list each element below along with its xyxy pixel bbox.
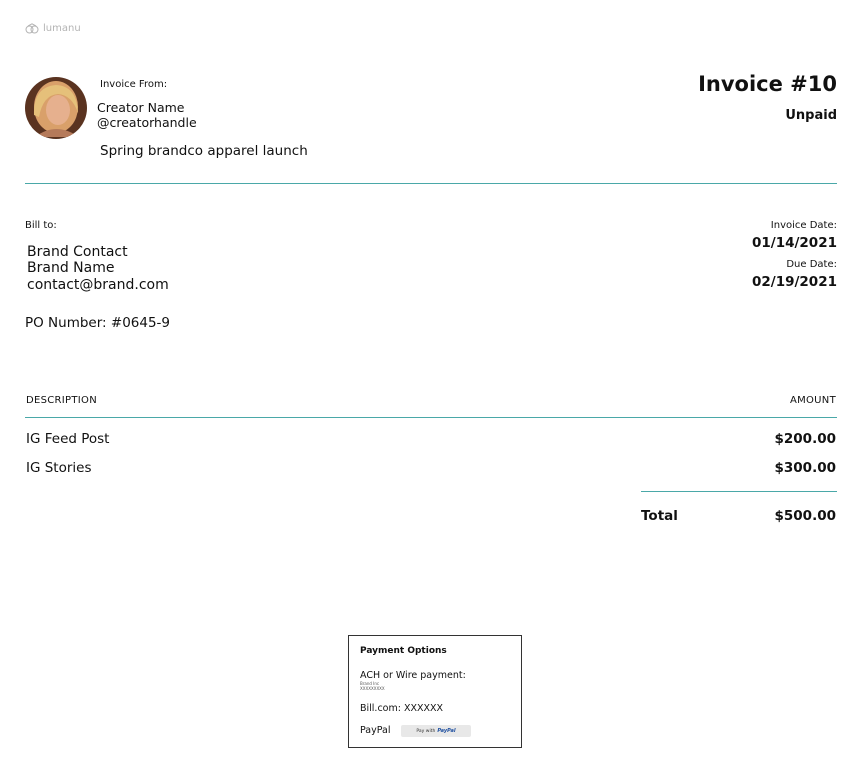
po-number: PO Number: #0645-9 — [25, 315, 171, 331]
bill-to-email: contact@brand.com — [27, 277, 169, 293]
bill-to-name: Brand Name — [27, 260, 115, 276]
payment-options-box — [348, 635, 522, 748]
avatar-image — [25, 77, 87, 139]
total-divider — [641, 491, 837, 492]
project-name: Spring brandco apparel launch — [100, 143, 308, 159]
bill-to-label: Bill to: — [25, 220, 57, 231]
invoice-date-label: Invoice Date: — [770, 220, 837, 231]
creator-handle: @creatorhandle — [97, 115, 197, 130]
table-header-divider — [25, 417, 837, 418]
invoice-status: Unpaid — [785, 108, 837, 123]
brand-logo — [25, 23, 81, 34]
header-divider — [25, 183, 837, 184]
paypal-icon: PayPal — [437, 728, 456, 734]
line-item-description: IG Stories — [26, 460, 92, 476]
line-item-amount: $200.00 — [774, 431, 836, 447]
line-item-description: IG Feed Post — [26, 431, 110, 447]
column-header-description: DESCRIPTION — [26, 395, 97, 406]
creator-name: Creator Name — [97, 100, 185, 115]
bill-to-contact: Brand Contact — [27, 244, 128, 260]
paypal-button[interactable] — [401, 725, 471, 737]
column-header-amount: AMOUNT — [789, 395, 836, 406]
ach-account-number: XXXXXXXXX — [360, 686, 385, 691]
due-date: 02/19/2021 — [751, 274, 837, 290]
logo-text: lumanu — [43, 23, 81, 34]
invoice-title: Invoice #10 — [698, 72, 837, 96]
payment-options-title: Payment Options — [360, 646, 447, 656]
lumanu-logo-icon — [25, 23, 39, 34]
ach-wire-label: ACH or Wire payment: — [360, 670, 466, 681]
line-item-amount: $300.00 — [774, 460, 836, 476]
due-date-label: Due Date: — [786, 259, 837, 270]
paypal-label: PayPal — [360, 725, 391, 736]
total-label: Total — [641, 508, 678, 524]
total-amount: $500.00 — [774, 508, 836, 524]
avatar — [25, 77, 87, 139]
ach-account-name: Brand Inc — [360, 681, 380, 686]
invoice-date: 01/14/2021 — [751, 235, 837, 251]
billcom-id: Bill.com: XXXXXX — [360, 703, 444, 714]
invoice-from-label: Invoice From: — [100, 79, 168, 90]
paypal-button-prefix: Pay with — [416, 728, 436, 734]
